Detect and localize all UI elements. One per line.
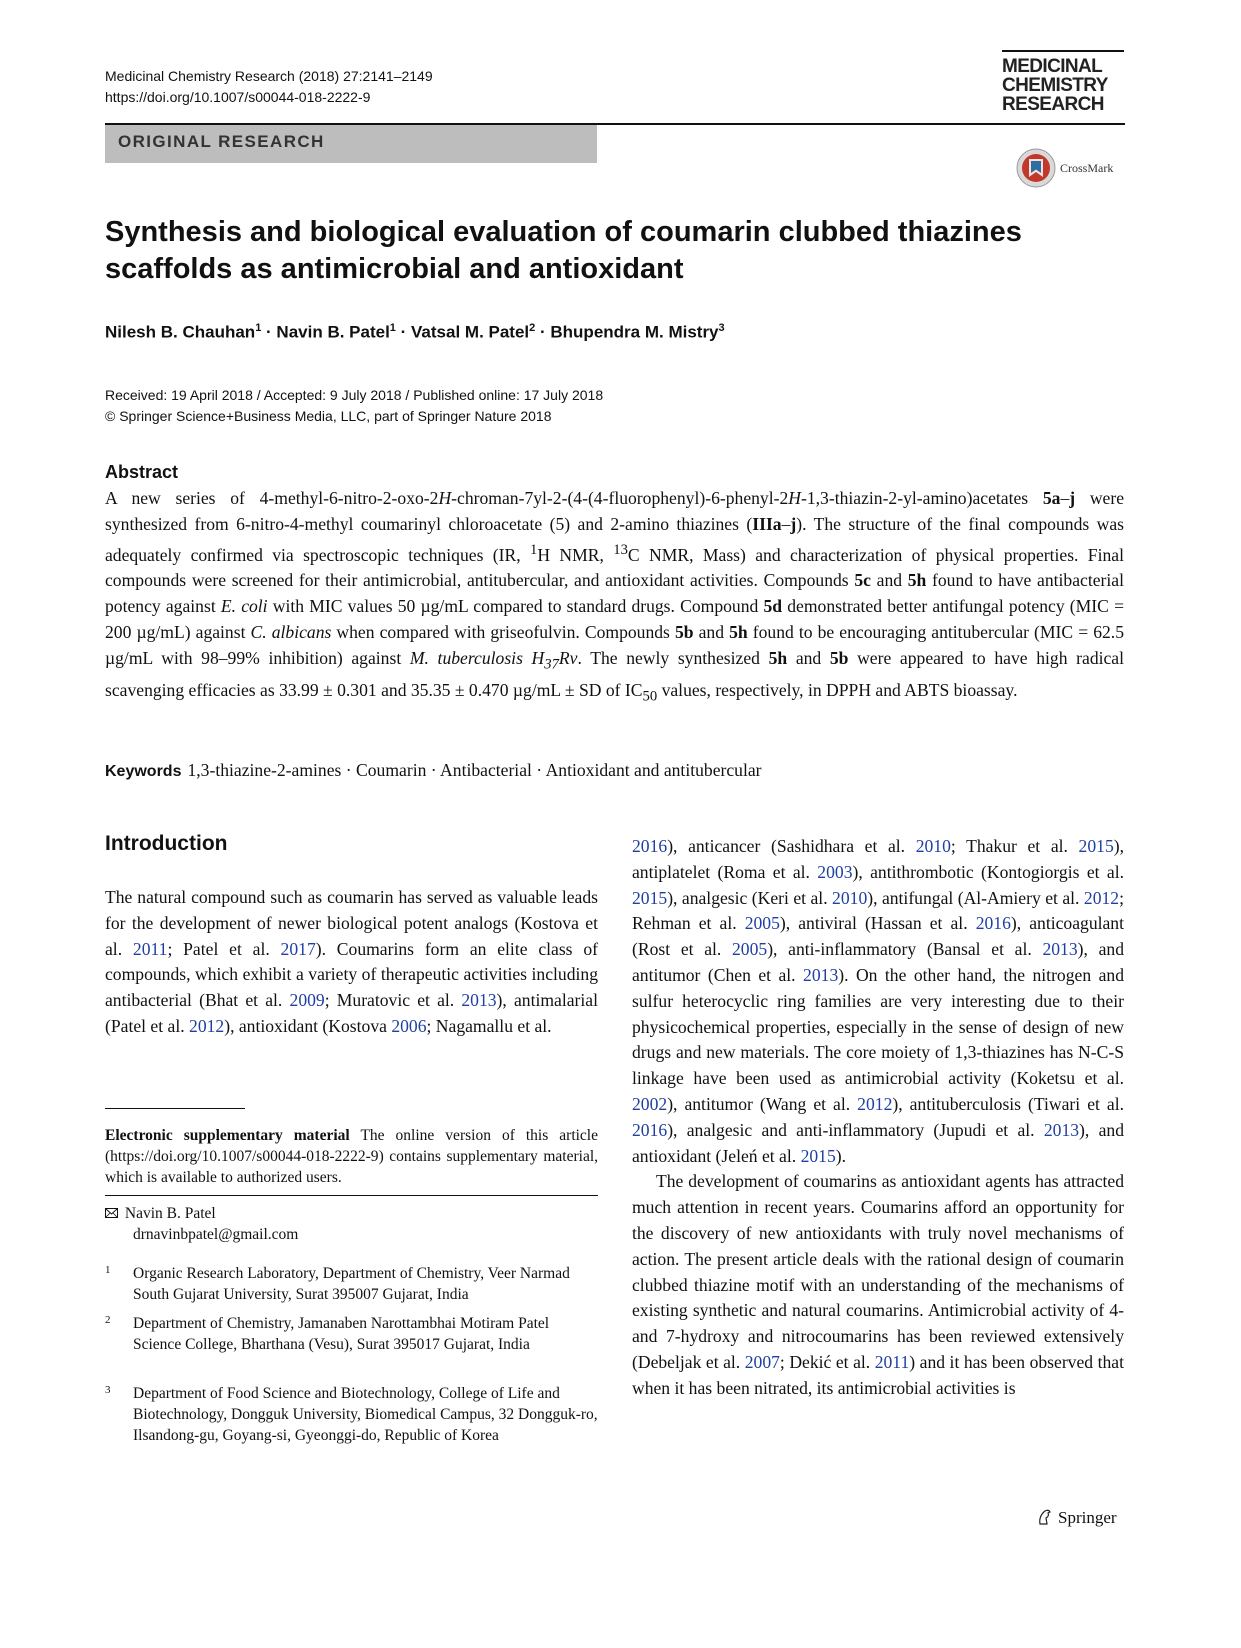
esm-link[interactable]: https://doi.org/10.1007/s00044-018-2222-9 — [110, 1148, 379, 1165]
esm-text: ) contains supplementary material, which is available to authorized users. — [105, 1148, 598, 1186]
publisher-footer — [1036, 1508, 1117, 1528]
keywords-list: 1,3-thiazine-2-amines · Coumarin · Antibacterial · Antioxidant and antitubercular — [187, 760, 762, 780]
species-name: C. albicans — [250, 621, 332, 642]
compound-label: 5h — [768, 647, 788, 668]
author-name: Nilesh B. Chauhan — [105, 322, 256, 342]
affiliation-number: 3 — [105, 1384, 111, 1396]
affiliation-number: 2 — [105, 1314, 111, 1326]
abstract-superscript: 13 — [613, 541, 628, 558]
abstract-italic: H — [438, 488, 452, 508]
compound-label: j — [1069, 488, 1076, 508]
compound-label: 5c — [854, 570, 871, 591]
citation-link[interactable]: 2010 — [915, 836, 951, 856]
doi-link[interactable]: https://doi.org/10.1007/s00044-018-2222-9 — [105, 89, 371, 105]
citation-link[interactable]: 2012 — [189, 1015, 225, 1036]
author-separator: · — [535, 322, 551, 342]
citation-link[interactable]: 2003 — [817, 861, 853, 882]
journal-logo — [1002, 50, 1124, 114]
citation-link[interactable]: 2015 — [1078, 836, 1114, 856]
abstract-span: and — [870, 570, 908, 591]
citation-link[interactable]: 2007 — [744, 1351, 780, 1372]
citation-link[interactable]: 2013 — [1043, 1119, 1080, 1140]
introduction-heading: Introduction — [105, 832, 228, 855]
citation-link[interactable]: 2013 — [803, 964, 839, 985]
species-name: Rv — [558, 647, 578, 668]
affiliation-text: Department of Food Science and Biotechnology, College of Life and Biotechnology, Dongguk University, Biomedical Campus, 32 Dongguk-ro, Ilsandong-gu, Goyang-si, Gyeonggi-do, Republic of Korea — [133, 1385, 598, 1444]
compound-label: 5b — [674, 621, 694, 642]
author-separator: · — [395, 322, 412, 342]
citation-link[interactable]: 2006 — [391, 1015, 427, 1036]
author-affiliation-mark: 1 — [255, 322, 262, 334]
footnote-rule — [105, 1195, 598, 1196]
abstract-span: C NMR, Mass) and characterization of physical properties. Final compounds were screened for their antimicrobial, antitubercular, and antioxidant activities. Compounds — [105, 544, 1124, 591]
publisher-name: Springer — [1058, 1508, 1117, 1527]
left-column-text: The natural compound such as coumarin has served as valuable leads for the development of newer biological potent analogs (Kostova et al. 2011; Patel et al. 2017). Coumarins form an elite class of compounds, which exhibit a variety of therapeutic activities including antibacterial (Bhat et al. 2009; Muratovic et al. 2013), antimalarial (Patel et al. 2012), antioxidant (Kostova 2006; Nagamallu et al. — [105, 887, 598, 1036]
abstract-span: and — [693, 621, 730, 642]
abstract-span: – — [1060, 488, 1070, 508]
abstract-span: found to be encouraging antitubercular (MIC = 62.5 µg/mL with 98–99% inhibition) against — [105, 621, 1124, 668]
compound-label: 5b — [829, 647, 849, 668]
affiliation-text: Organic Research Laboratory, Department of Chemistry, Veer Narmad South Gujarat University, Surat 395007 Gujarat, India — [133, 1265, 570, 1303]
section-banner — [105, 125, 597, 163]
correspondence-email[interactable]: drnavinbpatel@gmail.com — [133, 1226, 299, 1243]
journal-citation: Medicinal Chemistry Research (2018) 27:2141–2149 — [105, 68, 433, 84]
envelope-icon — [105, 1203, 121, 1224]
citation-link[interactable]: 2002 — [632, 1093, 668, 1114]
abstract-heading: Abstract — [105, 462, 179, 482]
esm-label: Electronic supplementary material — [105, 1127, 350, 1144]
citation-link[interactable]: 2013 — [1042, 939, 1078, 960]
abstract-span: A new series of 4-methyl-6-nitro-2-oxo-2 — [105, 488, 439, 508]
logo-line-2: CHEMISTRY — [1002, 75, 1108, 96]
abstract-span: – — [781, 513, 791, 534]
abstract-span: values, respectively, in DPPH and ABTS bioassay. — [657, 679, 1018, 700]
citation-link[interactable]: 2016 — [632, 1119, 668, 1140]
right-column-text: 2016), anticancer (Sashidhara et al. 2010; Thakur et al. 2015), antiplatelet (Roma et al. 2003), antithrombotic (Kontogiorgis et al. 2015), analgesic (Keri et al. 2010), antifungal (Al-Amiery et al. 2012; Rehman et al. 2005), antiviral (Hassan et al. 2016), anticoagulant (Rost et al. 2005), anti-inflammatory (Bansal et al. 2013), and antitumor (Chen et al. 2013). On the other hand, the nitrogen and sulfur heterocyclic ring families are very interesting due to their physicochemical properties, especially in the sense of design of new drugs and new materials. The core moiety of 1,3-thiazines has N-C-S linkage have been used as antimicrobial activity (Koketsu et al. 2002), antitumor (Wang et al. 2012), antituberculosis (Tiwari et al. 2016), analgesic and anti-inflammatory (Jupudi et al. 2013), and antioxidant (Jeleń et al. 2015). The development of coumarins as antioxidant agents has attracted much attention in recent years. Coumarins afford an opportunity for the discovery of new antioxidants with truly novel mechanisms of action. The present article deals with the rational design of coumarin clubbed thiazine motif with an understanding of the mechanisms of existing synthetic and natural coumarins. Antimicrobial activity of 4- and 7-hydroxy and nitrocoumarins has been reviewed extensively (Debeljak et al. 2007; Dekić et al. 2011) and it has been observed that when it has been nitrated, its antimicrobial activities is — [632, 836, 1124, 1398]
author-name: Vatsal M. Patel — [411, 322, 530, 342]
affiliation-text: Department of Chemistry, Jamanaben Narottambhai Motiram Patel Science College, Bharthana (Vesu), Surat 395017 Gujarat, India — [133, 1315, 550, 1353]
citation-link[interactable]: 2017 — [280, 938, 316, 959]
section-label: ORIGINAL RESEARCH — [118, 132, 325, 151]
abstract-italic: H — [788, 488, 801, 508]
citation-link[interactable]: 2012 — [857, 1093, 893, 1114]
citation-link[interactable]: 2016 — [632, 836, 668, 856]
abstract-span: found to have antibacterial potency against — [105, 570, 1124, 617]
keywords — [105, 760, 1124, 781]
citation-link[interactable]: 2016 — [975, 913, 1011, 934]
logo-line-3: RESEARCH — [1002, 94, 1104, 115]
citation-link[interactable]: 2011 — [874, 1351, 910, 1372]
affiliation-number: 1 — [105, 1264, 111, 1276]
crossmark-icon — [1016, 148, 1056, 188]
author-affiliation-mark: 3 — [718, 322, 725, 334]
abstract-span: demonstrated better antifungal potency (MIC = 200 µg/mL) against — [105, 596, 1124, 642]
publication-dates — [105, 385, 603, 427]
citation-link[interactable]: 2013 — [461, 990, 497, 1011]
title-line-2: scaffolds as antimicrobial and antioxidant — [105, 253, 684, 285]
correspondence — [105, 1203, 298, 1245]
abstract-span: and — [787, 647, 830, 668]
citation-link[interactable]: 2010 — [832, 887, 868, 908]
abstract-subscript: 50 — [642, 688, 658, 705]
abstract-span: -1,3-thiazin-2-yl-amino)acetates — [800, 488, 1043, 508]
abstract-span: -chroman-7yl-2-(4-(4-fluorophenyl)-6-phenyl-2 — [451, 488, 789, 508]
citation-link[interactable]: 2005 — [744, 913, 780, 934]
citation-link[interactable]: 2005 — [732, 939, 768, 960]
title-line-1: Synthesis and biological evaluation of coumarin clubbed thiazines — [105, 216, 1022, 248]
species-subscript: 37 — [544, 656, 559, 673]
footnote-rule — [105, 1108, 245, 1109]
author-name: Bhupendra M. Mistry — [550, 322, 719, 342]
crossmark-label: CrossMark — [1060, 161, 1114, 175]
citation-link[interactable]: 2015 — [632, 887, 668, 908]
abstract-span: were appeared to have high radical scavenging efficacies as 33.99 ± 0.301 and 35.35 ± 0.470 µg/mL ± SD of IC — [105, 647, 1125, 700]
author-name: Navin B. Patel — [276, 322, 390, 342]
keywords-label: Keywords — [105, 763, 182, 780]
author-list — [105, 322, 725, 343]
abstract-span: were synthesized from 6-nitro-4-methyl coumarinyl chloroacetate (5) and 2-amino thiazines ( — [105, 488, 1125, 534]
compound-label: 5h — [907, 570, 927, 591]
abstract-text — [105, 486, 1124, 710]
article-title — [105, 214, 1115, 288]
citation-link[interactable]: 2015 — [800, 1145, 836, 1166]
crossmark-badge[interactable] — [1016, 148, 1166, 190]
compound-label: IIIa — [752, 513, 782, 534]
copyright-line: © Springer Science+Business Media, LLC, part of Springer Nature 2018 — [105, 408, 552, 424]
journal-header — [105, 66, 433, 108]
abstract-span: H NMR, — [537, 544, 614, 565]
species-name: M. tuberculosis H — [409, 647, 545, 668]
correspondence-name: Navin B. Patel — [124, 1205, 216, 1222]
abstract-superscript: 1 — [530, 541, 538, 558]
abstract-span: ). The structure of the final compounds was adequately confirmed via spectroscopic techniques (IR, — [105, 513, 1124, 565]
citation-link[interactable]: 2011 — [132, 938, 168, 959]
species-name: E. coli — [220, 596, 268, 617]
compound-label: 5d — [763, 596, 783, 617]
citation-link[interactable]: 2009 — [289, 990, 325, 1011]
abstract-span: when compared with griseofulvin. Compounds — [331, 621, 675, 642]
compound-label: 5a — [1042, 488, 1061, 508]
compound-label: 5h — [729, 621, 748, 642]
abstract-span: . The newly synthesized — [577, 647, 769, 668]
author-affiliation-mark: 2 — [529, 322, 536, 334]
compound-label: j — [790, 513, 797, 534]
author-affiliation-mark: 1 — [389, 322, 396, 334]
citation-link[interactable]: 2012 — [1083, 887, 1120, 908]
abstract-span: with MIC values 50 µg/mL compared to standard drugs. Compound — [267, 596, 764, 617]
dates-line: Received: 19 April 2018 / Accepted: 9 July 2018 / Published online: 17 July 2018 — [105, 387, 604, 403]
author-separator: · — [261, 322, 277, 342]
supplementary-note — [105, 1125, 598, 1188]
logo-line-1: MEDICINAL — [1002, 56, 1103, 77]
esm-text: The online version of this article ( — [105, 1127, 598, 1165]
springer-horse-icon — [1036, 1508, 1054, 1526]
